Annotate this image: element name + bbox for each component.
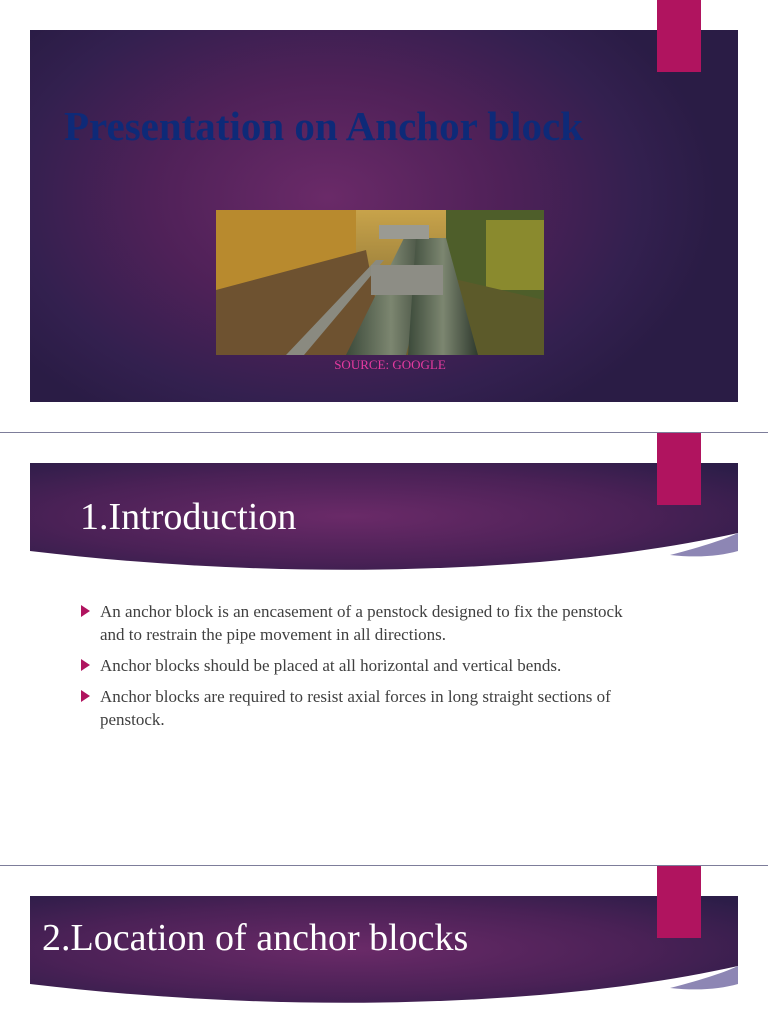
bullet-item <box>78 600 638 646</box>
bullet-item <box>78 654 638 677</box>
triangle-right-icon <box>81 690 90 702</box>
bullet-text: Anchor blocks should be placed at all horizontal and vertical bends. <box>100 656 562 675</box>
slide-1 <box>0 0 768 432</box>
slide-3 <box>0 866 768 1024</box>
image-caption: SOURCE: GOOGLE <box>334 357 446 372</box>
accent-tab <box>657 866 701 938</box>
accent-tab <box>657 0 701 72</box>
bullet-item <box>78 685 638 731</box>
bullet-text: Anchor blocks are required to resist axial forces in long straight sections of penstock. <box>100 687 611 729</box>
presentation-title: Presentation on Anchor block <box>64 103 584 149</box>
slide-title: 1.Introduction <box>80 496 297 538</box>
slide-title: 2.Location of anchor blocks <box>42 917 469 959</box>
accent-tab <box>657 433 701 505</box>
triangle-right-icon <box>81 605 90 617</box>
bullet-text: An anchor block is an encasement of a penstock designed to fix the penstock and to restrain the pipe movement in all directions. <box>100 602 623 644</box>
triangle-right-icon <box>81 659 90 671</box>
bullet-list <box>78 600 638 739</box>
penstock-photo <box>216 210 544 355</box>
